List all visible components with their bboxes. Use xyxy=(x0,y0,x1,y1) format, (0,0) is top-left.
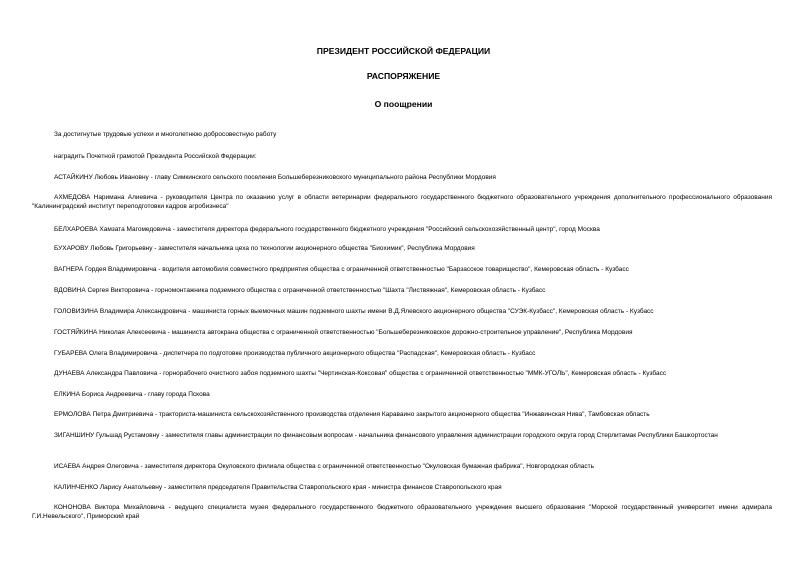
award-entry: КАЛИНЧЕНКО Ларису Анатольевну - заместителя председателя Правительства Ставропольского края - министра финансов Ставропольского края xyxy=(54,484,502,491)
award-entry: АХМЕДОВА Наримана Алиевича - руководителя Центра по оказанию услуг в области ветеринарии федерального государственного бюджетного образовательного учреждения дополнительного профессионального образования "Калининградский институт переподготовки кадров агробизнеса" xyxy=(32,194,772,210)
preamble: За достигнутые трудовые успехи и многолетнюю добросовестную работу xyxy=(54,131,277,138)
document-type: РАСПОРЯЖЕНИЕ xyxy=(366,71,441,81)
award-entry: БУХАРОВУ Любовь Григорьевну - заместителя начальника цеха по технологии акционерного общества "Биохимик", Республика Мордовия xyxy=(54,245,475,252)
award-entry: ВАГНЕРА Гордея Владимировича - водителя автомобиля совместного предприятия общества с ограниченной ответственностью "Барзасское товарищество", Кемеровская область - Кузбасс xyxy=(54,266,629,273)
award-entry: ВДОВИНА Сергея Викторовича - горномонтажника подземного общества с ограниченной ответственностью "Шахта "Листвяжная", Кемеровская область - Кузбасс xyxy=(54,287,546,294)
document-subject: О поощрении xyxy=(374,99,433,109)
award-entry: ЕЛКИНА Бориса Андреевича - главу города Пскова xyxy=(54,391,210,398)
award-entry: ГУБАРЕВА Олега Владимировича - диспетчера по подготовке производства публичного акционерного общества "Распадская", Кемеровская область - Кузбасс xyxy=(54,350,536,357)
award-entry: ИСАЕВА Андрея Олеговича - заместителя директора Окуловского филиала общества с ограниченной ответственностью "Окуловская бумажная фабрика", Новгородская область xyxy=(54,463,594,470)
award-entry: ЕРМОЛОВА Петра Дмитриевича - тракториста-машиниста сельскохозяйственного производства отделения Караваино закрытого акционерного общества "Инжавинская Нива", Тамбовская область xyxy=(54,411,650,418)
award-entry: КОНОНОВА Виктора Михайловича - ведущего специалиста музея федерального государственного бюджетного образовательного учреждения высшего образования "Морской государственный университет имени адмирала Г.И.Невельского", Приморский край xyxy=(32,504,772,520)
award-entry: ДУНАЕВА Александра Павловича - горнорабочего очистного забоя подземного шахты "Чертинская-Коксовая" общества с ограниченной ответственностью "ММК-УГОЛЬ", Кемеровская область - Кузбасс xyxy=(54,370,667,377)
award-entry: ЗИГАНШИНУ Гульшад Рустамовну - заместителя главы администрации по финансовым вопросам - начальника финансового управления администрации городского округа город Стерлитамак Республики Башкортостан xyxy=(54,432,718,439)
award-entry: БЕЛХАРОЕВА Хамзата Магомедовича - заместителя директора федерального государственного бюджетного учреждения "Российский сельскохозяйственный центр", город Москва xyxy=(54,226,600,233)
award-entry: АСТАЙКИНУ Любовь Ивановну - главу Симкинского сельского поселения Большеберезниковского муниципального района Республики Мордовия xyxy=(54,174,496,181)
document-heading: ПРЕЗИДЕНТ РОССИЙСКОЙ ФЕДЕРАЦИИ xyxy=(316,46,491,56)
award-entry: ГОСТЯЙКИНА Николая Алексеевича - машиниста автокрана общества с ограниченной ответственностью "Большеберезниковское дорожно-строительное управление", Республика Мордовия xyxy=(54,329,633,336)
award-action: наградить Почетной грамотой Президента Российской Федерации: xyxy=(54,153,257,160)
award-entry: ГОЛОВИЗИНА Владимира Александровича - машиниста горных выемочных машин подземного шахты имени В.Д.Ялевского акционерного общества "СУЭК-Кузбасс", Кемеровская область - Кузбасс xyxy=(54,308,654,315)
